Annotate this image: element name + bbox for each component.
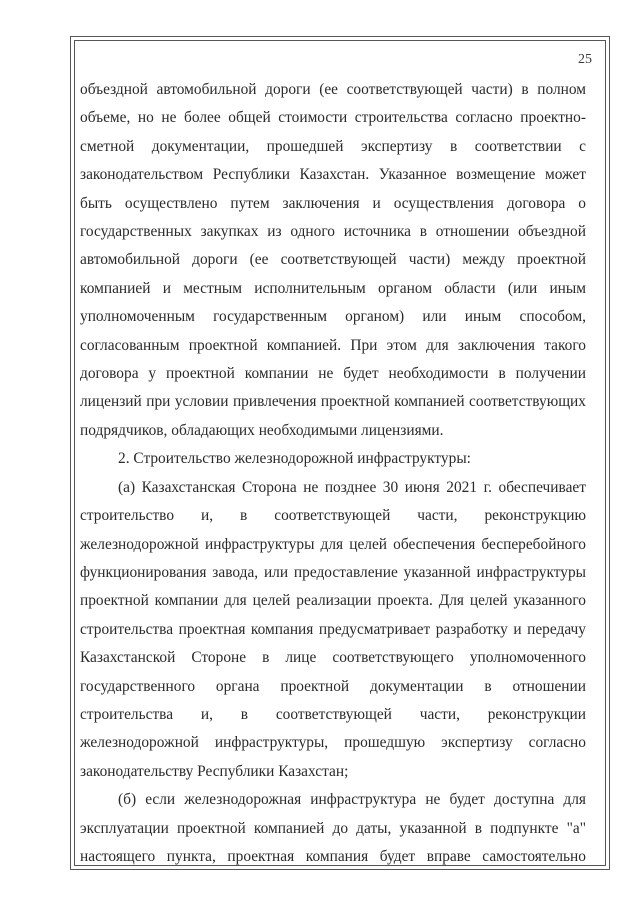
text-line: железнодорожной инфраструктуры для целей обеспечения бесперебойного — [80, 535, 586, 553]
text-line: строительства и, в соответствующей части, реконструкции — [80, 705, 586, 723]
text-line: подрядчиков, обладающих необходимыми лицензиями. — [80, 421, 444, 439]
document-body — [80, 76, 586, 871]
text-line: согласованным проектной компанией. При этом для заключения такого — [80, 336, 586, 354]
text-line: (а) Казахстанская Сторона не позднее 30 июня 2021 г. обеспечивает — [118, 478, 586, 496]
text-line: строительство и, в соответствующей части, реконструкцию — [80, 507, 586, 525]
text-line: компанией и местным исполнительным органом области (или иным — [80, 279, 586, 297]
text-line: железнодорожной инфраструктуры, прошедшую экспертизу согласно — [80, 734, 586, 752]
text-line: лицензий при условии привлечения проектной компанией соответствующих — [80, 393, 586, 411]
text-line: законодательством Республики Казахстан. Указанное возмещение может — [80, 166, 586, 184]
text-line: (б) если железнодорожная инфраструктура не будет доступна для — [118, 791, 586, 809]
text-line: государственного органа проектной документации в отношении — [80, 677, 586, 695]
text-line: объездной автомобильной дороги (ее соответствующей части) в полном — [80, 81, 586, 98]
text-line: автомобильной дороги (ее соответствующей части) между проектной — [80, 251, 586, 269]
text-line: эксплуатации проектной компанией до даты, указанной в подпункте "а" — [80, 819, 586, 837]
paragraph-item-b — [80, 786, 586, 871]
text-line: законодательству Республики Казахстан; — [80, 762, 349, 780]
text-line: Казахстанской Стороне в лице соответствующего уполномоченного — [80, 649, 586, 667]
text-line: настоящего пункта, проектная компания будет вправе самостоятельно — [80, 847, 586, 865]
page-number: 25 — [578, 52, 592, 67]
text-line: договора у проектной компании не будет необходимости в получении — [80, 365, 586, 383]
paragraph-item-a — [80, 474, 586, 786]
text-line: сметной документации, прошедшей экспертизу в соответствии с — [80, 137, 586, 155]
paragraph-continuation — [80, 76, 586, 445]
text-line: функционирования завода, или предоставление указанной инфраструктуры — [80, 563, 586, 581]
paragraph-section-2-heading — [80, 445, 586, 473]
text-line: государственных закупках из одного источника в отношении объездной — [80, 223, 586, 241]
section-heading: 2. Строительство железнодорожной инфраструктуры: — [118, 450, 471, 468]
text-line: проектной компании для целей реализации проекта. Для целей указанного — [80, 592, 586, 610]
text-line: быть осуществлено путем заключения и осуществления договора о — [80, 194, 586, 212]
text-line: строительства проектная компания предусматривает разработку и передачу — [80, 620, 586, 638]
text-line: уполномоченным государственным органом) или иным способом, — [80, 308, 586, 326]
text-line: объеме, но не более общей стоимости строительства согласно проектно- — [80, 109, 586, 127]
